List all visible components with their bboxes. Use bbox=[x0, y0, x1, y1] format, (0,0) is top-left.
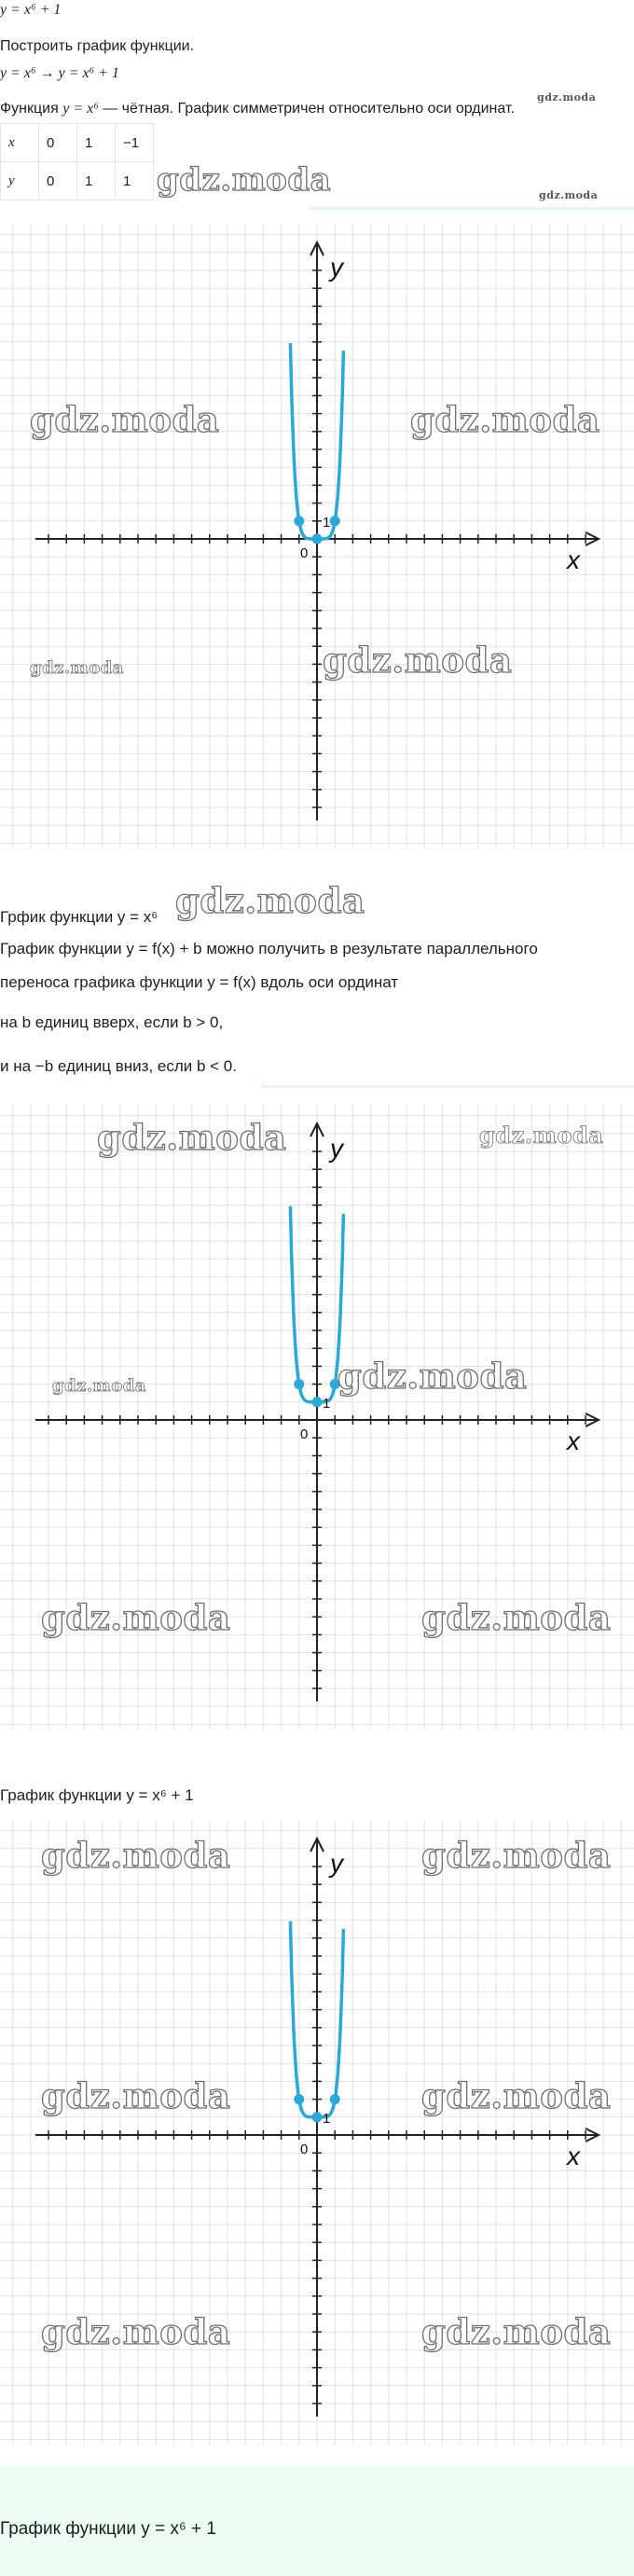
watermark: gdz.moda bbox=[41, 2075, 231, 2116]
origin-label: 0 bbox=[300, 1426, 309, 1442]
watermark: gdz.moda bbox=[97, 1117, 287, 1158]
table-cell: 1 bbox=[116, 162, 154, 200]
watermark: gdz.moda bbox=[537, 91, 597, 103]
graph-1 bbox=[0, 224, 634, 848]
curve-point bbox=[312, 534, 323, 544]
watermark: gdz.moda bbox=[30, 658, 124, 678]
transform-line: y = x⁶ → y = x⁶ + 1 bbox=[0, 65, 119, 81]
x-axis-label: x bbox=[567, 545, 580, 574]
origin-label: 0 bbox=[300, 2142, 309, 2157]
parity-text: — чётная. График симметричен относительно оси ординат. bbox=[103, 101, 515, 117]
curve-point bbox=[294, 1379, 304, 1389]
table-cell: 0 bbox=[39, 162, 77, 200]
divider bbox=[308, 207, 634, 210]
rule-line: на b единиц вверх, если b > 0, bbox=[0, 1013, 224, 1031]
watermark: gdz.moda bbox=[323, 640, 513, 681]
table-cell: y bbox=[1, 162, 39, 200]
table-cell: x bbox=[1, 124, 39, 162]
y-axis-label: y bbox=[330, 1849, 343, 1878]
watermark: gdz.moda bbox=[479, 1122, 604, 1149]
parity-formula: y = x⁶ bbox=[62, 101, 99, 117]
table-cell: 1 bbox=[77, 124, 116, 162]
watermark: gdz.moda bbox=[421, 2075, 612, 2116]
rule-line: и на −b единиц вниз, если b < 0. bbox=[0, 1057, 237, 1075]
watermark: gdz.moda bbox=[41, 1835, 231, 1876]
table-cell: −1 bbox=[116, 124, 154, 162]
footer-caption: График функции y = x⁶ + 1 bbox=[0, 2519, 216, 2539]
x-axis-label: x bbox=[567, 1426, 580, 1455]
curve-point bbox=[312, 1397, 323, 1407]
watermark: gdz.moda bbox=[175, 880, 365, 921]
caption-graph1: Грфик функции y = x⁶ bbox=[0, 908, 158, 926]
table-row bbox=[1, 162, 154, 200]
watermark: gdz.moda bbox=[157, 161, 332, 199]
watermark: gdz.moda bbox=[421, 1597, 612, 1638]
table-cell: 1 bbox=[77, 162, 116, 200]
rule-line: переноса графика функции y = f(x) вдоль оси ординат bbox=[0, 973, 399, 991]
parity-line bbox=[0, 101, 515, 117]
watermark: gdz.moda bbox=[421, 2311, 612, 2352]
watermark: gdz.moda bbox=[41, 2311, 231, 2352]
caption-graph2: График функции y = x⁶ + 1 bbox=[0, 1786, 194, 1804]
watermark: gdz.moda bbox=[52, 1376, 146, 1396]
y-axis-label: y bbox=[330, 253, 343, 282]
unit-label: 1 bbox=[323, 514, 331, 530]
table-row bbox=[1, 124, 154, 162]
divider bbox=[261, 1085, 634, 1088]
watermark: gdz.moda bbox=[539, 189, 599, 201]
values-table bbox=[0, 123, 154, 200]
curve-point bbox=[312, 2112, 323, 2122]
watermark: gdz.moda bbox=[41, 1597, 231, 1638]
watermark: gdz.moda bbox=[30, 399, 220, 440]
y-axis-label: y bbox=[330, 1134, 343, 1163]
formula-line: y = x⁶ + 1 bbox=[0, 2, 62, 18]
rule-line: График функции y = f(x) + b можно получить в результате параллельного bbox=[0, 940, 538, 957]
unit-label: 1 bbox=[323, 2110, 331, 2127]
table-cell: 0 bbox=[39, 124, 77, 162]
curve-point bbox=[330, 2094, 340, 2104]
graph-panel-1 bbox=[0, 224, 634, 848]
watermark: gdz.moda bbox=[410, 399, 600, 440]
parity-prefix: Функция bbox=[0, 101, 59, 117]
origin-label: 0 bbox=[300, 545, 309, 561]
watermark: gdz.moda bbox=[338, 1356, 528, 1397]
task-text: Построить график функции. bbox=[0, 38, 195, 54]
curve-point bbox=[294, 2094, 304, 2104]
unit-label: 1 bbox=[323, 1395, 331, 1412]
watermark: gdz.moda bbox=[421, 1835, 612, 1876]
curve-point bbox=[294, 516, 304, 526]
x-axis-label: x bbox=[567, 2142, 580, 2170]
curve-point bbox=[330, 516, 340, 526]
